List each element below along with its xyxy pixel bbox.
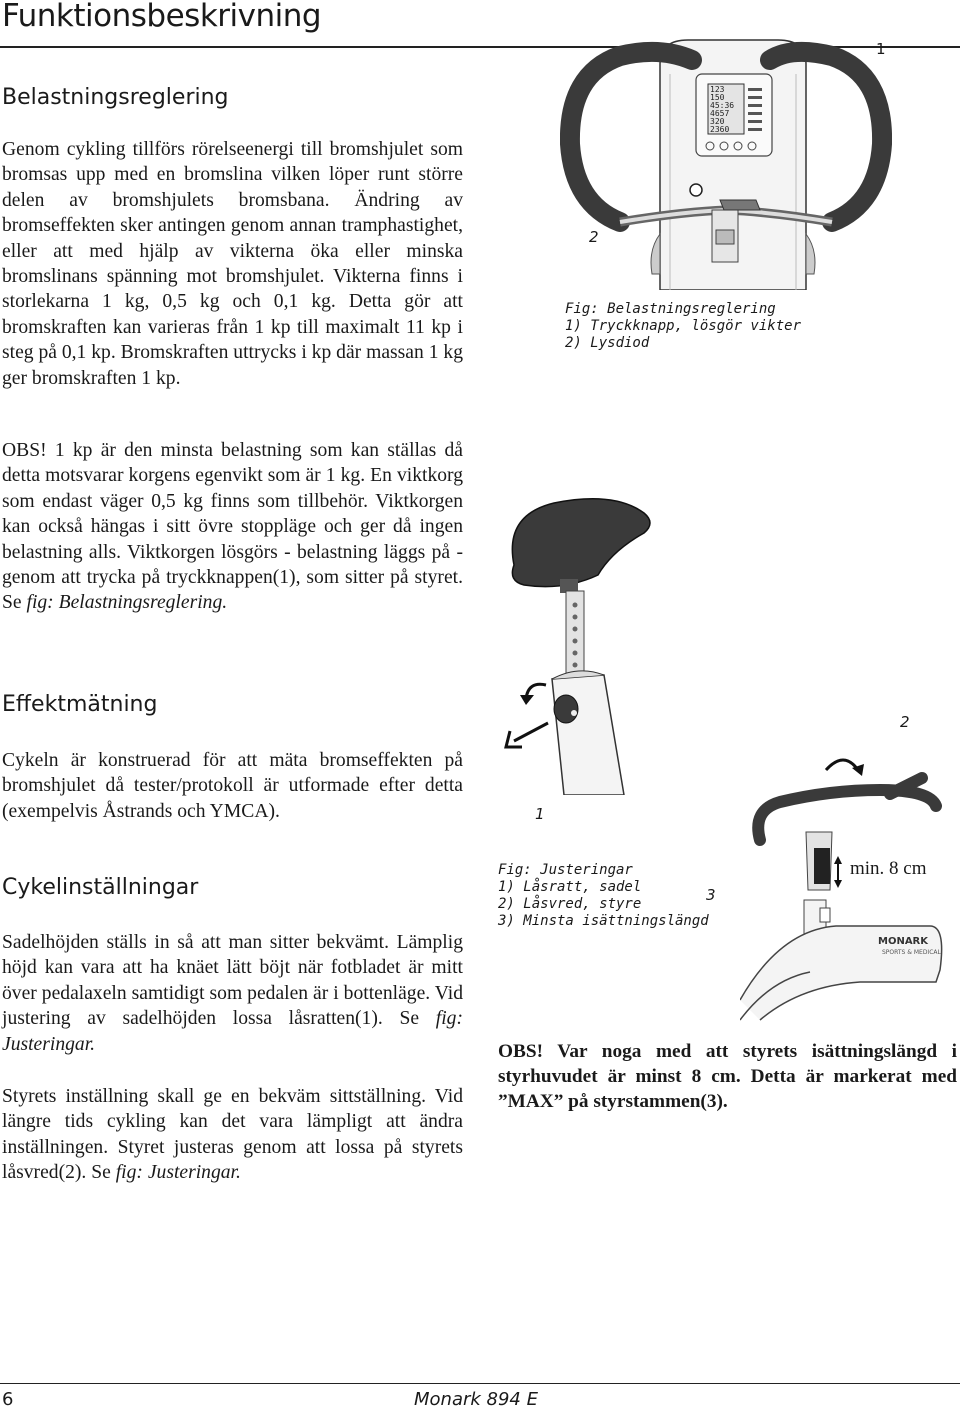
handlebar-stem-illustration — [740, 750, 950, 1030]
display-value-4: 4657 — [710, 109, 730, 118]
display-value-3: 45:36 — [710, 101, 735, 110]
figure-justering-caption — [498, 862, 709, 930]
belastning-paragraph-2-text: OBS! 1 kp är den minsta belastning som kan ställas då detta motsvarar korgens egenvikt som är 1 kg. En viktkorg som endast väger 0,5 kg finns som tillbehör. Viktkorgen kan också hängas i sitt övre stoppläge och ger då ingen belastning alls. Viktkorgen lösgörs - belastning läggs på - genom att trycka på tryckknappen(1), som sitter på styret. Se — [2, 440, 463, 614]
caption-justering-item-3: 3) Minsta isättningslängd — [498, 913, 709, 929]
page-number: 6 — [2, 1389, 14, 1410]
obs-styre-note: OBS! Var noga med att styrets isättningslängd i styrhuvudet är minst 8 cm. Detta är markerat med ”MAX” på styrstammen(3). — [498, 1041, 957, 1112]
frame-brand-sub: SPORTS & MEDICAL — [882, 949, 941, 956]
figure-justering-callout-1: 1 — [535, 805, 545, 823]
display-value-1: 123 — [710, 85, 725, 94]
cykel-paragraph-1-text: Sadelhöjden ställs in så att man sitter bekvämt. Lämplig höjd kan vara att ha knäet lätt böjt när fotbladet är mitt över pedalaxeln samtidigt som pedalen är i bottenläge. Vid justering av sadelhöjden lossa låsratten(1). Se — [2, 932, 463, 1030]
caption-justering-item-2: 2) Låsvred, styre — [498, 896, 642, 912]
saddle-post-illustration — [494, 495, 660, 795]
display-value-6: 2360 — [710, 125, 730, 134]
belastning-paragraph-2 — [2, 438, 463, 616]
fig-reference-belastning: fig: Belastningsreglering. — [26, 592, 228, 614]
handlebar-console-illustration — [560, 34, 892, 290]
caption-belastning-item-1: 1) Tryckknapp, lösgör vikter — [565, 318, 802, 334]
cykel-paragraph-1 — [2, 930, 463, 1057]
heading-effektmatning: Effektmätning — [2, 692, 158, 717]
frame-brand-logo: MONARK — [878, 936, 929, 947]
page-title: Funktionsbeskrivning — [2, 0, 322, 34]
footer-rule — [0, 1383, 960, 1384]
cykel-paragraph-2 — [2, 1084, 463, 1186]
display-value-5: 320 — [710, 117, 725, 126]
caption-belastning-item-2: 2) Lysdiod — [565, 335, 650, 351]
heading-belastningsreglering: Belastningsreglering — [2, 85, 229, 110]
figure-belastning-caption — [565, 301, 801, 352]
caption-belastning-title: Fig: Belastningsreglering — [565, 301, 776, 317]
caption-justering-title: Fig: Justeringar — [498, 862, 633, 878]
cykel-paragraph-2-text: Styrets inställning skall ge en bekväm sittställning. Vid längre tids cykling kan det vara lämpligt att ändra inställningen. Styret justeras genom att lossa på styrets låsvred(2). Se — [2, 1086, 463, 1184]
fig-reference-justering-2: fig: Justeringar. — [115, 1162, 241, 1184]
min-insertion-label: min. 8 cm — [850, 858, 927, 879]
caption-justering-item-1: 1) Låsratt, sadel — [498, 879, 642, 895]
belastning-paragraph-1: Genom cykling tillförs rörelseenergi till bromshjulet som bromsas upp med en bromslina vilken löper runt större delen av bromshjulets bromsbana. Ändring av bromseffekten sker antingen genom annan tramphastighet, eller att med hjälp av vikterna öka eller minska bromslinans spänning mot bromshjulet. Vikterna finns i storlekarna 1 kg, 0,5 kg och 0,1 kg. Detta gör att bromskraften kan varieras från 1 kp till maximalt 11 kp i steg på 0,1 kp. Bromskraften uttrycks i kp där massan 1 kg ger bromskraften 1 kp. — [2, 139, 463, 389]
heading-cykelinstallningar: Cykelinställningar — [2, 875, 199, 900]
fig-reference-justering-1: fig: Justeringar. — [2, 1008, 463, 1055]
effekt-paragraph: Cykeln är konstruerad för att mäta bromseffekten på bromshjulet då tester/protokoll är utformade efter detta (exempelvis Åstrands och YMCA). — [2, 750, 463, 822]
figure-justering-callout-2: 2 — [900, 713, 910, 731]
figure-justering-callout-3: 3 — [706, 886, 716, 904]
footer-model-name: Monark 894 E — [414, 1389, 538, 1410]
figure-belastning-callout-2: 2 — [589, 228, 599, 246]
display-value-2: 150 — [710, 93, 725, 102]
figure-belastning-callout-1: 1 — [876, 40, 886, 58]
